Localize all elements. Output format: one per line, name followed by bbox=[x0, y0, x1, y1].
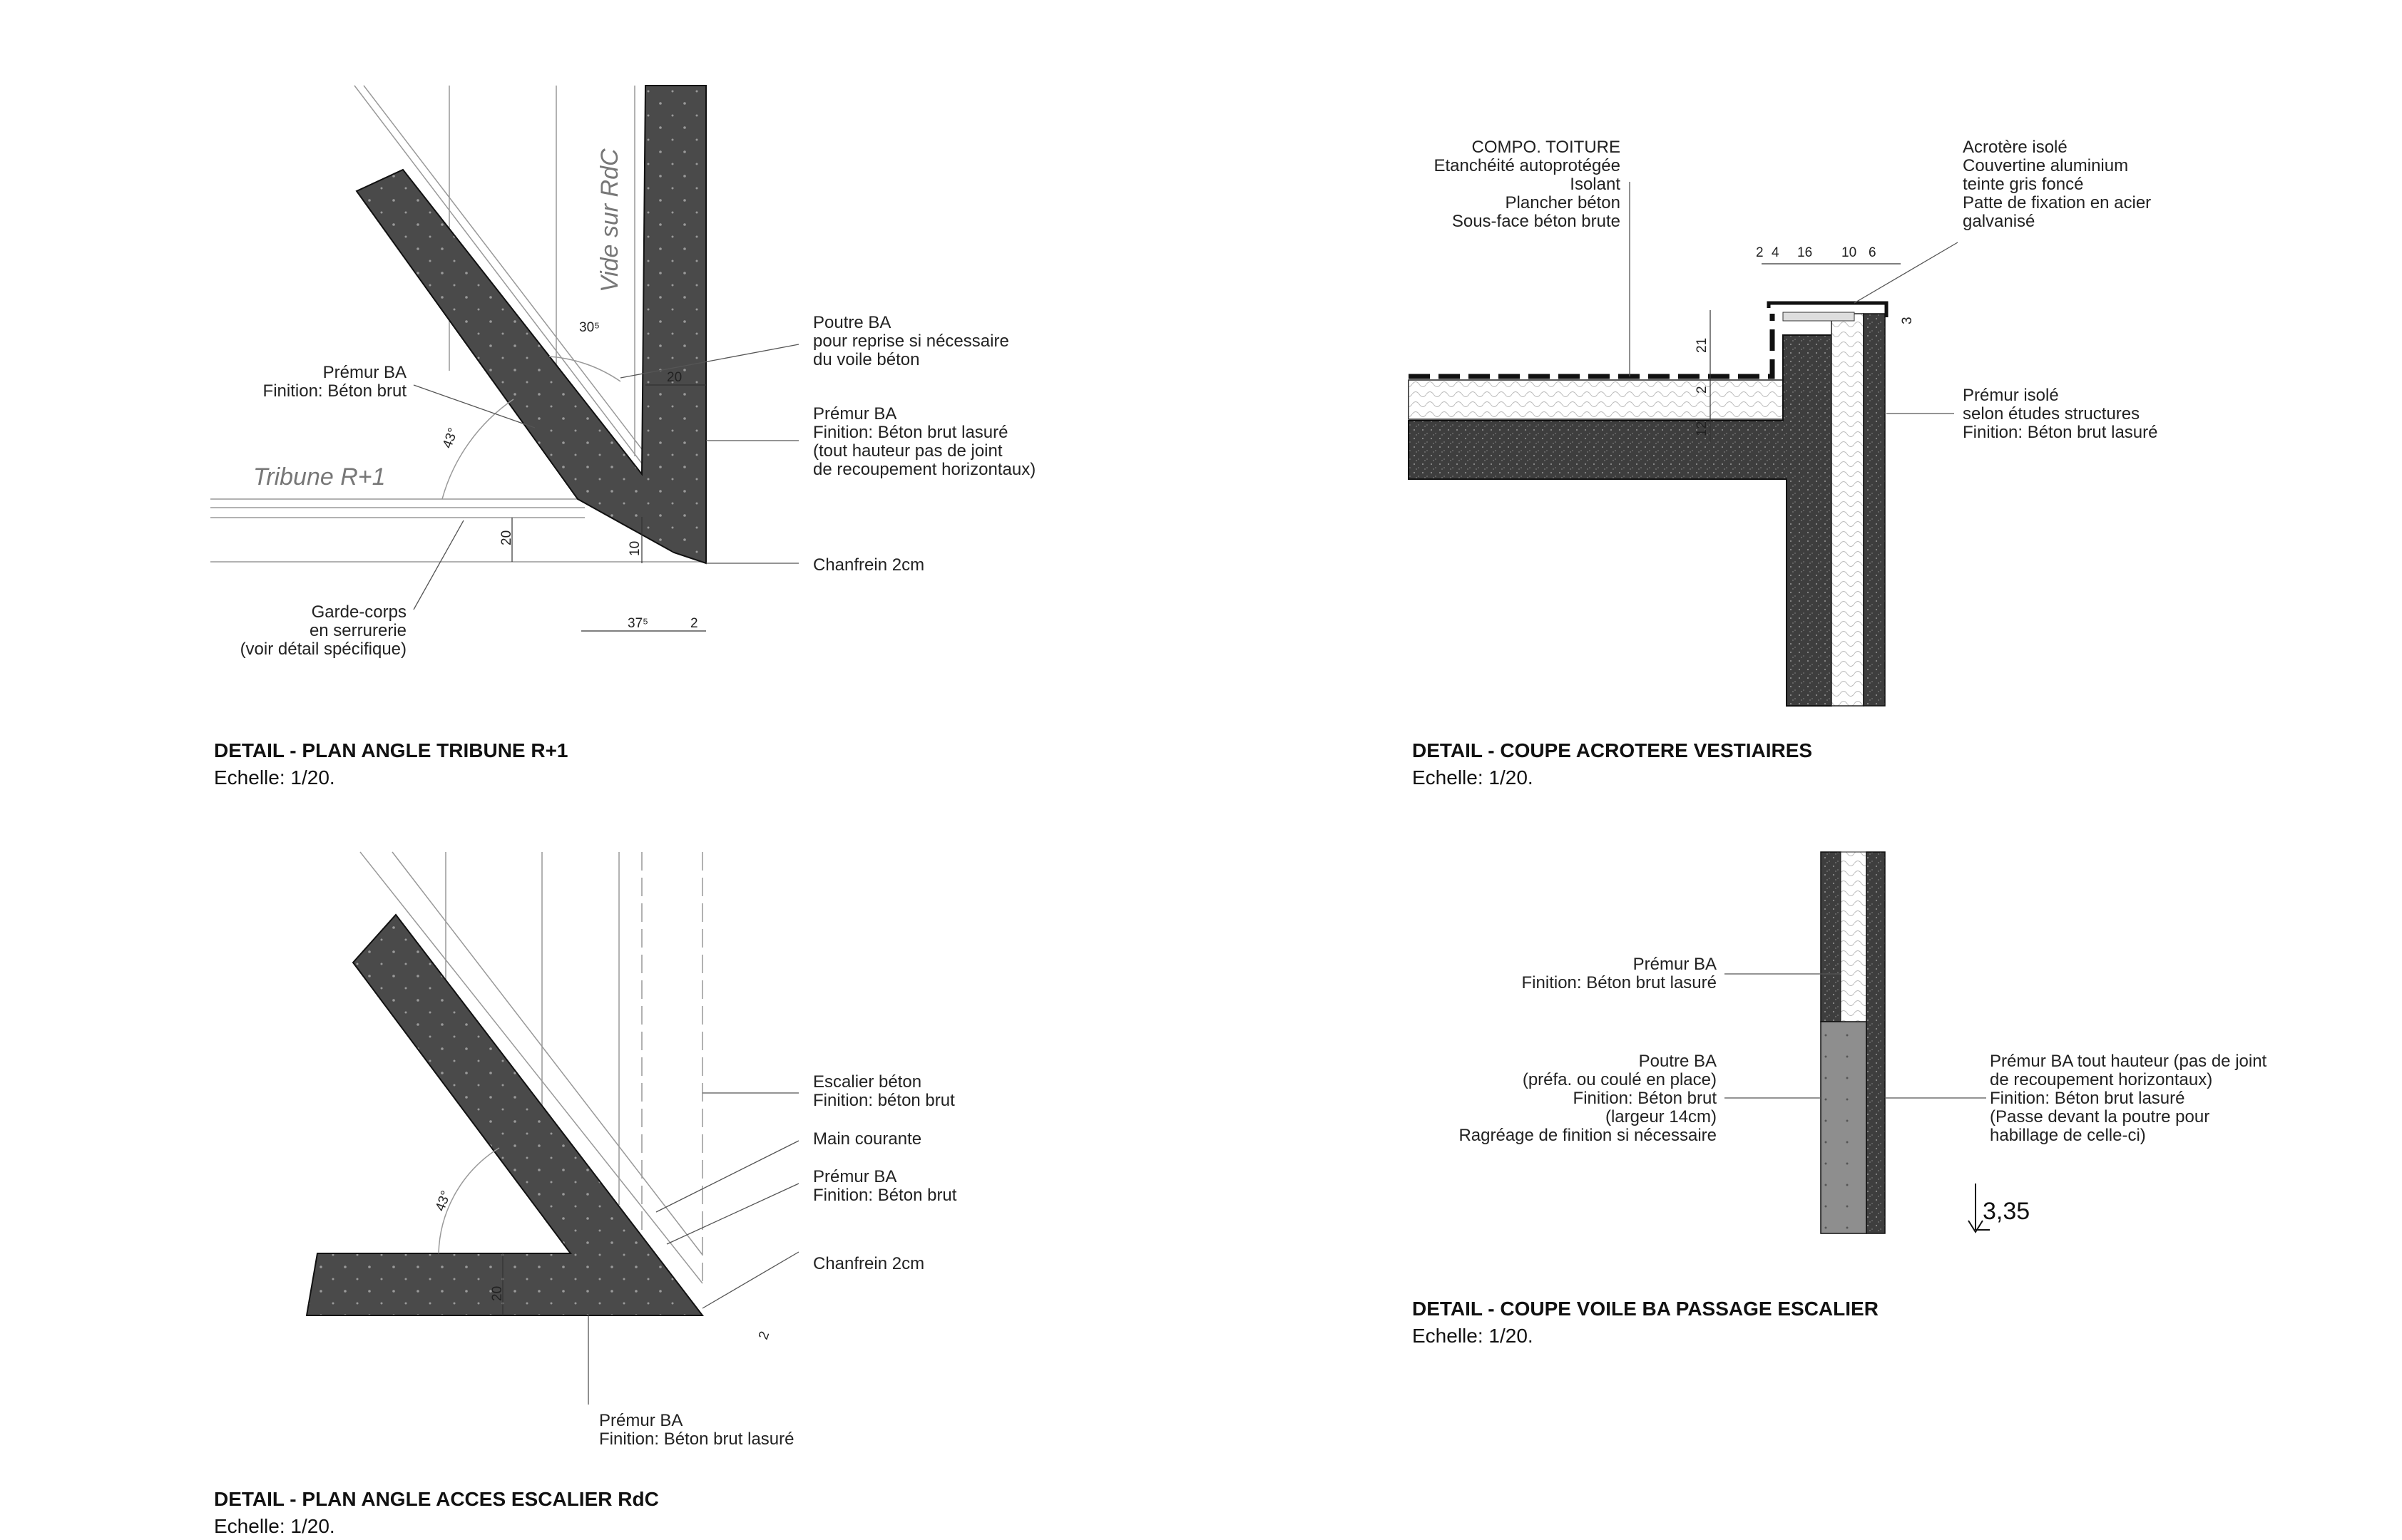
svg-text:Prémur BA: Prémur BA bbox=[322, 363, 407, 382]
concrete-wall-escalier bbox=[307, 915, 702, 1315]
svg-text:habillage de celle-ci): habillage de celle-ci) bbox=[1990, 1126, 2146, 1145]
svg-text:Prémur BA: Prémur BA bbox=[1632, 955, 1717, 974]
svg-text:12: 12 bbox=[1695, 421, 1709, 436]
svg-text:2: 2 bbox=[1756, 245, 1764, 260]
svg-text:20: 20 bbox=[490, 1285, 505, 1301]
annot-acrotere-isole bbox=[1963, 138, 2151, 231]
svg-text:2: 2 bbox=[690, 616, 698, 631]
svg-text:Finition: Béton brut: Finition: Béton brut bbox=[1573, 1089, 1717, 1108]
svg-text:43°: 43° bbox=[432, 1189, 454, 1213]
svg-text:Etanchéité autoprotégée: Etanchéité autoprotégée bbox=[1433, 156, 1620, 175]
detail-coupe-voile bbox=[1724, 852, 1990, 1233]
svg-text:COMPO. TOITURE: COMPO. TOITURE bbox=[1471, 138, 1620, 157]
annot-poutre-ba-4 bbox=[1458, 1052, 1717, 1145]
premur-full-height bbox=[1866, 852, 1885, 1233]
svg-text:10: 10 bbox=[628, 540, 643, 556]
svg-text:Acrotère isolé: Acrotère isolé bbox=[1963, 138, 2068, 157]
annot-premur-isole bbox=[1963, 386, 2157, 442]
svg-text:30⁵: 30⁵ bbox=[579, 320, 600, 335]
svg-text:Finition: Béton brut lasuré: Finition: Béton brut lasuré bbox=[1521, 973, 1717, 992]
scale-plan-tribune: Echelle: 1/20. bbox=[214, 766, 335, 789]
svg-text:Isolant: Isolant bbox=[1570, 175, 1620, 194]
svg-text:2: 2 bbox=[755, 1329, 773, 1342]
premur-upper bbox=[1821, 852, 1841, 1022]
annot-escalier-beton bbox=[813, 1072, 955, 1110]
svg-text:Escalier béton: Escalier béton bbox=[813, 1072, 922, 1092]
svg-text:21: 21 bbox=[1695, 337, 1709, 353]
svg-text:Poutre BA: Poutre BA bbox=[813, 313, 891, 332]
svg-text:6: 6 bbox=[1869, 245, 1876, 260]
svg-text:Finition: Béton brut lasuré: Finition: Béton brut lasuré bbox=[1990, 1089, 2185, 1108]
wall-void bbox=[1841, 852, 1866, 1022]
outer-skin bbox=[1864, 314, 1885, 706]
svg-text:Poutre BA: Poutre BA bbox=[1638, 1052, 1717, 1071]
annot-chanfrein-3: Chanfrein 2cm bbox=[813, 1254, 925, 1273]
svg-text:Finition: Béton brut lasuré: Finition: Béton brut lasuré bbox=[599, 1429, 794, 1449]
svg-text:Prémur BA tout hauteur (pas de: Prémur BA tout hauteur (pas de joint bbox=[1990, 1052, 2267, 1071]
svg-text:Prémur BA: Prémur BA bbox=[813, 404, 897, 423]
annot-garde-corps bbox=[240, 602, 407, 659]
svg-text:Plancher béton: Plancher béton bbox=[1505, 193, 1620, 212]
svg-text:10: 10 bbox=[1841, 245, 1857, 260]
detail-plan-escalier bbox=[307, 852, 799, 1405]
scale-coupe-voile: Echelle: 1/20. bbox=[1412, 1325, 1533, 1347]
svg-text:Finition: Béton brut lasuré: Finition: Béton brut lasuré bbox=[813, 423, 1008, 442]
scale-coupe-acrotere: Echelle: 1/20. bbox=[1412, 766, 1533, 789]
svg-text:Finition: Béton brut: Finition: Béton brut bbox=[262, 381, 407, 401]
svg-text:Garde-corps: Garde-corps bbox=[311, 602, 407, 622]
annot-premur-tout-hauteur bbox=[1990, 1052, 2267, 1145]
svg-text:(largeur 14cm): (largeur 14cm) bbox=[1605, 1107, 1717, 1126]
title-coupe-voile: DETAIL - COUPE VOILE BA PASSAGE ESCALIER bbox=[1412, 1298, 1879, 1320]
annot-main-courante: Main courante bbox=[813, 1129, 922, 1149]
svg-text:Ragréage de finition si nécess: Ragréage de finition si nécessaire bbox=[1458, 1126, 1717, 1145]
svg-text:en serrurerie: en serrurerie bbox=[309, 621, 407, 640]
annot-chanfrein-1: Chanfrein 2cm bbox=[813, 555, 925, 575]
svg-text:Finition: Béton brut: Finition: Béton brut bbox=[813, 1186, 957, 1205]
poutre-ba bbox=[1821, 1022, 1866, 1233]
svg-text:galvanisé: galvanisé bbox=[1963, 212, 2035, 231]
annot-premur-ba-lasure-3 bbox=[599, 1411, 794, 1449]
title-coupe-acrotere: DETAIL - COUPE ACROTERE VESTIAIRES bbox=[1412, 739, 1813, 761]
annot-poutre-ba-1 bbox=[813, 313, 1009, 369]
svg-text:selon études structures: selon études structures bbox=[1963, 404, 2140, 423]
svg-text:37⁵: 37⁵ bbox=[628, 616, 649, 631]
svg-text:20: 20 bbox=[667, 370, 683, 385]
annot-compo-toiture bbox=[1433, 138, 1620, 231]
svg-text:43°: 43° bbox=[439, 426, 461, 451]
svg-text:Prémur BA: Prémur BA bbox=[599, 1411, 683, 1430]
svg-text:(préfa. ou coulé en place): (préfa. ou coulé en place) bbox=[1522, 1070, 1717, 1089]
annot-premur-ba-brut-3 bbox=[813, 1167, 957, 1205]
label-vide-rdc: Vide sur RdC bbox=[596, 148, 623, 292]
annot-premur-ba-brut-1 bbox=[263, 363, 407, 401]
title-plan-escalier: DETAIL - PLAN ANGLE ACCES ESCALIER RdC bbox=[214, 1488, 659, 1510]
svg-text:de recoupement horizontaux): de recoupement horizontaux) bbox=[1990, 1070, 2213, 1089]
svg-text:Patte de fixation en acier: Patte de fixation en acier bbox=[1963, 193, 2152, 212]
svg-text:20: 20 bbox=[499, 530, 514, 545]
label-tribune-r1: Tribune R+1 bbox=[253, 463, 386, 491]
svg-text:(Passe devant la poutre pour: (Passe devant la poutre pour bbox=[1990, 1107, 2210, 1126]
svg-text:teinte gris foncé: teinte gris foncé bbox=[1963, 175, 2084, 194]
svg-text:2: 2 bbox=[1695, 386, 1709, 394]
svg-text:(tout hauteur pas de joint: (tout hauteur pas de joint bbox=[813, 441, 1003, 461]
annot-premur-ba-lasure-4 bbox=[1522, 955, 1717, 992]
svg-text:Finition: béton brut: Finition: béton brut bbox=[813, 1091, 955, 1110]
detail-coupe-acrotere bbox=[1409, 182, 1958, 706]
svg-text:Prémur isolé: Prémur isolé bbox=[1963, 386, 2059, 405]
wall-insulation bbox=[1831, 314, 1864, 706]
svg-text:(voir détail spécifique): (voir détail spécifique) bbox=[240, 640, 407, 659]
level-marker: 3,35 bbox=[1983, 1198, 2030, 1225]
detail-plan-tribune bbox=[210, 86, 799, 631]
svg-text:Prémur BA: Prémur BA bbox=[813, 1167, 897, 1186]
svg-text:Couvertine aluminium: Couvertine aluminium bbox=[1963, 156, 2129, 175]
svg-text:du voile béton: du voile béton bbox=[813, 350, 920, 369]
svg-text:de recoupement horizontaux): de recoupement horizontaux) bbox=[813, 460, 1036, 479]
title-plan-tribune: DETAIL - PLAN ANGLE TRIBUNE R+1 bbox=[214, 739, 568, 761]
svg-text:Finition: Béton brut lasuré: Finition: Béton brut lasuré bbox=[1963, 423, 2158, 442]
svg-text:3: 3 bbox=[1900, 317, 1915, 324]
annot-premur-ba-lasure-1 bbox=[813, 404, 1036, 479]
svg-text:4: 4 bbox=[1772, 245, 1779, 260]
scale-plan-escalier: Echelle: 1/20. bbox=[214, 1515, 335, 1537]
roof-insulation bbox=[1409, 380, 1783, 419]
svg-text:Sous-face béton brute: Sous-face béton brute bbox=[1451, 212, 1620, 231]
svg-text:16: 16 bbox=[1797, 245, 1813, 260]
svg-text:pour reprise si nécessaire: pour reprise si nécessaire bbox=[813, 332, 1009, 351]
